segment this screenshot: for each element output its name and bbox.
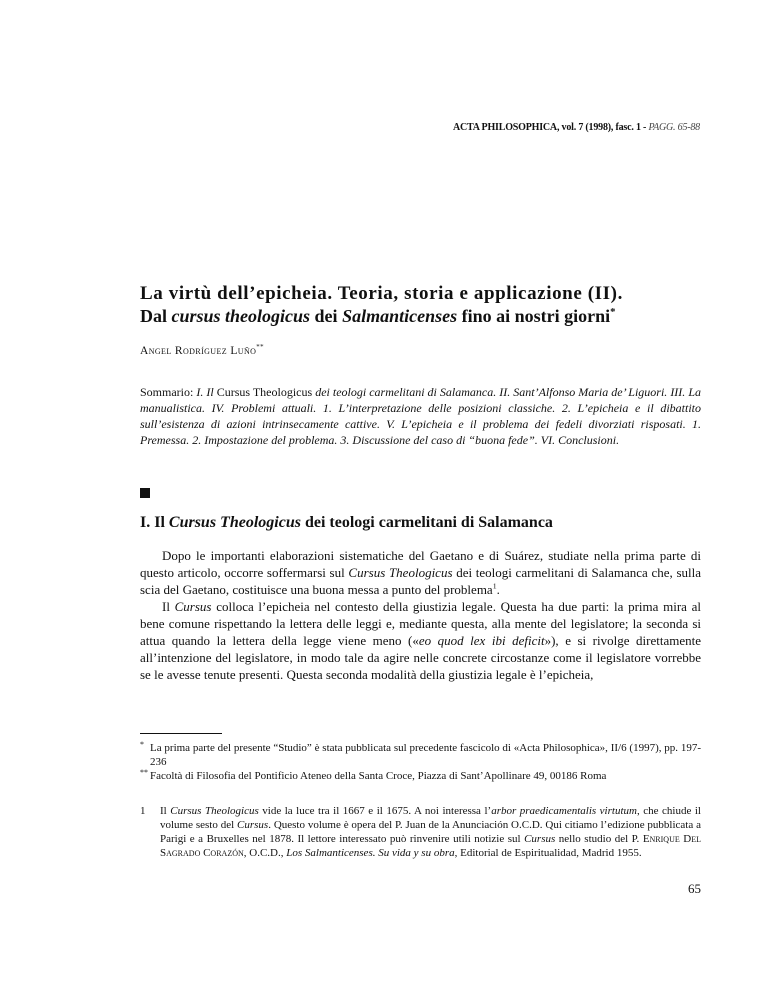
section-heading [140,514,553,532]
author-line [140,345,264,357]
text: Il [162,599,175,614]
article-title [140,283,700,327]
text: nello studio del P. [555,833,643,845]
text: , O.C.D., [243,847,287,859]
text: »), e si rivolge direttamente all’intenzione del legislatore, in modo tale da agire nelle concrete circostanze come il legislatore vorrebbe se le avesse tenute presenti. Questa seconda modalità della giustizia legale è l’epicheia, [140,633,701,682]
footnote-marker: 1 [140,805,146,817]
author-footnote-marker[interactable]: ** [256,344,264,352]
text: , Editorial de Espiritualidad, Madrid 1955. [454,847,642,859]
footnote-3 [140,804,701,860]
footnote-2 [140,769,701,783]
paragraph [140,598,701,683]
heading-text: dei teologi carmelitani di Salamanca [300,514,553,531]
text: Il [160,805,171,817]
title-text: dei [310,306,343,326]
title-footnote-marker[interactable]: * [610,306,616,318]
title-italic: Salmanticenses [342,306,458,326]
title-text: fino ai nostri giorni [457,306,611,326]
footnote-marker: ** [140,768,148,777]
summary-text: Cursus Theologicus [216,385,313,399]
page-range: PAGG. 65-88 [648,122,700,133]
italic-text: eo quod lex ibi deficit [418,633,545,648]
heading-text: I. Il [140,514,169,531]
running-head [0,122,700,133]
section-bullet-icon [140,488,150,498]
italic-text: Los Salmanticenses. Su vida y su obra [286,847,455,859]
paragraph [140,547,701,598]
footnote-text: Facoltà di Filosofia del Pontificio Ateneo della Santa Croce, Piazza di Sant’Apollinare 49, 00186 Roma [150,770,607,782]
italic-text: Cursus [174,599,212,614]
text: dei teologi carmelitani di Salamanca che, sulla scia del Gaetano, costituisce una buona messa a punto del problema [140,565,702,597]
footnote-text [140,804,701,860]
footnote-text: La prima parte del presente “Studio” è stata pubblicata sul precedente fascicolo di «Acta Philosophica», II/6 (1997), pp. 197-236 [150,742,701,768]
title-line-2 [140,305,700,327]
text: , che chiude il volume sesto del [160,805,701,831]
title-italic: cursus theologicus [171,306,311,326]
summary [140,384,701,448]
italic-text: arbor praedicamentalis virtutum [491,805,637,817]
text: Dopo le importanti elaborazioni sistematiche del Gaetano e di Suárez, studiate nella prima parte di questo articolo, occorre soffermarsi sul [140,548,701,580]
footnote-1 [140,741,701,769]
italic-text: Cursus [237,819,269,831]
body-text [140,547,701,683]
text: . [496,582,500,597]
italic-text: Cursus [524,833,556,845]
footnote-marker: * [140,740,144,749]
author-name: Angel Rodríguez Luño [140,345,257,357]
smallcaps-text: Enrique Del Sagrado Corazón [160,833,701,859]
title-text: Dal [140,306,172,326]
footnote-separator [140,733,222,734]
text: vide la luce tra il 1667 e il 1675. A noi interessa l’ [258,805,492,817]
heading-italic: Cursus Theologicus [168,514,301,531]
journal-citation: ACTA PHILOSOPHICA, vol. 7 (1998), fasc. 1 - [453,122,649,133]
summary-text: dei teologi carmelitani di Salamanca. II. Sant’Alfonso Maria de’ Liguori. III. La manualistica. IV. Problemi attuali. 1. L’interpretazione delle posizioni classiche. 2. L’epicheia e il dibattito sull’esistenza di azioni intrinsecamente cattive. V. L’epicheia e il problema dei fedeli divorziati risposati. 1. Premessa. 2. Impostazione del problema. 3. Discussione del caso di “buona fede”. VI. Conclusioni. [140,385,701,447]
text: . Questo volume è opera del P. Juan de la Anunciación O.C.D. Qui citiamo l’edizione pubblicata a Parigi e a Bruxelles nel 1878. Il lettore interessato può rinvenire utili notizie sul [160,819,701,845]
text: colloca l’epicheia nel contesto della giustizia legale. Questa ha due parti: la prima mira al bene comune rispettando la lettera delle leggi e, mediante questa, alla mente del legislatore; la seconda si attua quando la lettera della legge viene meno (« [140,599,701,648]
italic-text: Cursus Theologicus [348,565,453,580]
summary-label: Sommario: [140,385,197,399]
footnote-ref[interactable]: 1 [492,581,497,591]
summary-text: I. Il [196,385,217,399]
italic-text: Cursus Theologicus [170,805,259,817]
title-line-1: La virtù dell’epicheia. Teoria, storia e applicazione (II). [140,283,623,304]
page-number: 65 [688,881,701,896]
